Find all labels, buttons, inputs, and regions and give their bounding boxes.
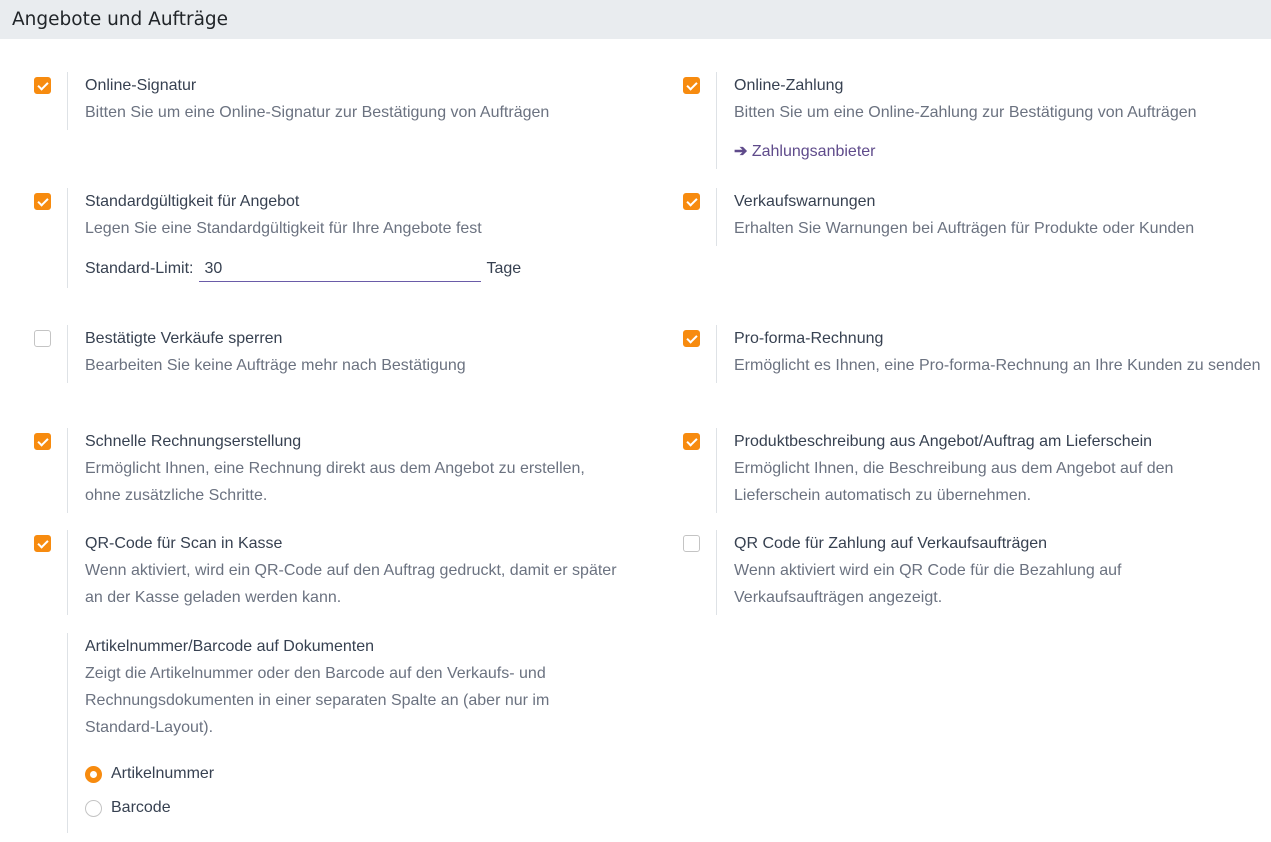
setting-desc: Ermöglicht Ihnen, eine Rechnung direkt aus dem Angebot zu erstellen, ohne zusätzliche Schritte. — [85, 460, 585, 504]
setting-title: QR Code für Zahlung auf Verkaufsaufträgen — [734, 535, 1048, 552]
setting-title: QR-Code für Scan in Kasse — [85, 535, 283, 552]
setting-title: Pro-forma-Rechnung — [734, 330, 884, 347]
setting-desc: Zeigt die Artikelnummer oder den Barcode auf den Verkaufs- und Rechnungsdokumenten in einer separaten Spalte an (aber nur im Standard-Layout). — [85, 665, 550, 736]
radio-unselected-icon — [85, 800, 102, 817]
proforma-invoice-checkbox[interactable] — [683, 330, 700, 347]
setting-desc: Wenn aktiviert wird ein QR Code für die Bezahlung auf Verkaufsaufträgen angezeigt. — [734, 562, 1122, 606]
radio-selected-icon — [85, 766, 102, 783]
setting-title: Bestätigte Verkäufe sperren — [85, 330, 283, 347]
qr-code-payment-checkbox[interactable] — [683, 535, 700, 552]
section-header — [0, 0, 1271, 39]
qr-code-pos-checkbox[interactable] — [34, 535, 51, 552]
payment-providers-link[interactable] — [734, 138, 1271, 165]
limit-label: Standard-Limit: — [85, 260, 194, 277]
sale-warnings-checkbox[interactable] — [683, 193, 700, 210]
setting-desc: Ermöglicht es Ihnen, eine Pro-forma-Rechnung an Ihre Kunden zu senden — [734, 357, 1261, 374]
setting-desc: Ermöglicht Ihnen, die Beschreibung aus dem Angebot auf den Lieferschein automatisch zu übernehmen. — [734, 460, 1174, 504]
arrow-right-icon: ➔ — [734, 143, 748, 160]
setting-desc: Bitten Sie um eine Online-Signatur zur Bestätigung von Aufträgen — [85, 104, 550, 121]
setting-desc: Legen Sie eine Standardgültigkeit für Ihre Angebote fest — [85, 220, 482, 237]
section-title: Angebote und Aufträge — [12, 9, 229, 30]
online-payment-checkbox[interactable] — [683, 77, 700, 94]
link-label: Zahlungsanbieter — [751, 143, 876, 160]
radio-barcode[interactable] — [85, 791, 615, 825]
setting-title: Schnelle Rechnungserstellung — [85, 433, 302, 450]
setting-desc: Bearbeiten Sie keine Aufträge mehr nach Bestätigung — [85, 357, 466, 374]
default-limit-input[interactable] — [199, 257, 481, 282]
online-signature-checkbox[interactable] — [34, 77, 51, 94]
lock-confirmed-sales-checkbox[interactable] — [34, 330, 51, 347]
setting-title: Verkaufswarnungen — [734, 193, 876, 210]
product-description-checkbox[interactable] — [683, 433, 700, 450]
setting-title: Standardgültigkeit für Angebot — [85, 193, 300, 210]
radio-label: Artikelnummer — [111, 765, 215, 782]
setting-title: Online-Zahlung — [734, 77, 844, 94]
setting-desc: Bitten Sie um eine Online-Zahlung zur Bestätigung von Aufträgen — [734, 104, 1197, 121]
setting-desc: Wenn aktiviert, wird ein QR-Code auf den Auftrag gedruckt, damit er später an der Kasse geladen werden kann. — [85, 562, 617, 606]
setting-desc: Erhalten Sie Warnungen bei Aufträgen für Produkte oder Kunden — [734, 220, 1195, 237]
setting-title: Produktbeschreibung aus Angebot/Auftrag am Lieferschein — [734, 433, 1153, 450]
radio-label: Barcode — [111, 799, 171, 816]
limit-unit: Tage — [486, 260, 522, 277]
quick-invoicing-checkbox[interactable] — [34, 433, 51, 450]
default-validity-checkbox[interactable] — [34, 193, 51, 210]
setting-title: Online-Signatur — [85, 77, 197, 94]
article-code-radio-group — [85, 757, 615, 825]
setting-title: Artikelnummer/Barcode auf Dokumenten — [85, 638, 375, 655]
radio-article-number[interactable] — [85, 757, 615, 791]
